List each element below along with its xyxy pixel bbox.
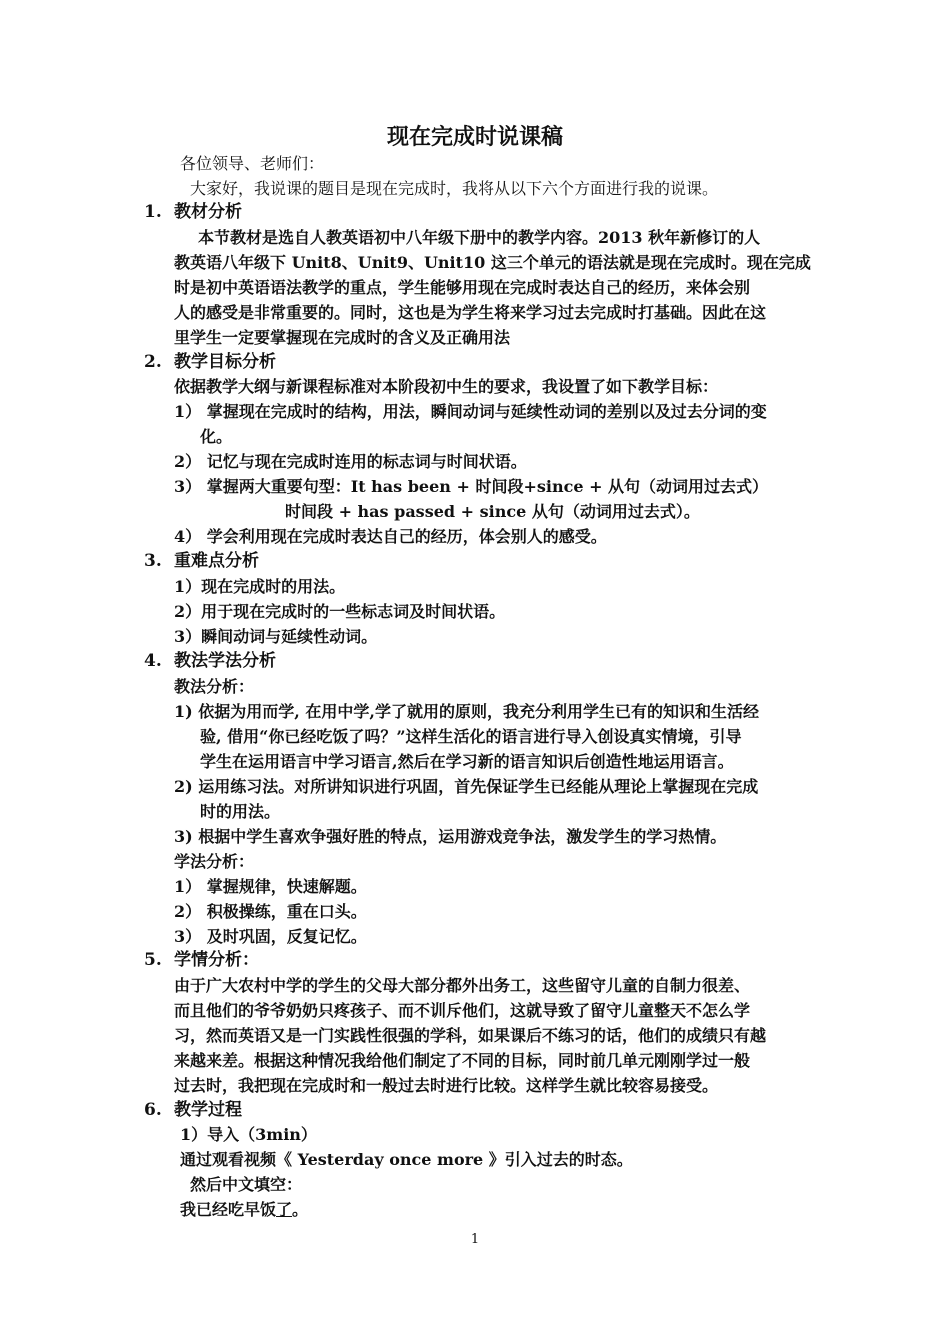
s6-example-end: 。: [292, 1200, 309, 1219]
s5-line-1: 由于广大农村中学的学生的父母大部分都外出务工，这些留守儿童的自制力很差、: [174, 976, 751, 995]
greeting: 各位领导、老师们：: [180, 154, 325, 173]
s6-example-main: 我已经吃早饭: [180, 1200, 277, 1219]
section-2-number: 2.: [144, 352, 162, 372]
s4-teach-3: 3) 根据中学生喜欢争强好胜的特点，运用游戏竞争法，激发学生的学习热情。: [174, 827, 727, 846]
section-3-number: 3.: [144, 551, 162, 571]
page-number: 1: [470, 1232, 480, 1247]
s4-teach-2-cont: 时的用法。: [200, 802, 281, 821]
s5-line-5: 过去时，我把现在完成时和一般过去时进行比较。这样学生就比较容易接受。: [174, 1076, 719, 1095]
s4-teach-2: 2) 运用练习法。对所讲知识进行巩固，首先保证学生已经能从理论上掌握现在完成: [174, 777, 759, 796]
s4-learn-label: 学法分析：: [174, 852, 255, 871]
s3-item-2: 2）用于现在完成时的一些标志词及时间状语。: [174, 602, 506, 621]
section-4-title: 教法学法分析: [174, 651, 276, 671]
s2-lead: 依据教学大纲与新课程标准对本阶段初中生的要求，我设置了如下教学目标：: [174, 377, 719, 396]
s2-item-3-cont: 时间段 + has passed + since 从句（动词用过去式）。: [285, 502, 700, 521]
s6-video: 通过观看视频《 Yesterday once more 》引入过去的时态。: [180, 1150, 633, 1169]
section-6-title: 教学过程: [174, 1100, 242, 1120]
s5-line-2: 而且他们的爷爷奶奶只疼孩子、而不训斥他们，这就导致了留守儿童整天不怎么学: [174, 1001, 751, 1020]
s2-item-4: 4） 学会利用现在完成时表达自己的经历，体会别人的感受。: [174, 527, 607, 546]
document-title: 现在完成时说课稿: [386, 124, 563, 150]
s5-line-3: 习，然而英语又是一门实践性很强的学科，如果课后不练习的话，他们的成绩只有越: [174, 1026, 767, 1045]
section-1-title: 教材分析: [174, 202, 242, 222]
s4-teach-1: 1) 依据为用而学, 在用中学,学了就用的原则，我充分利用学生已有的知识和生活经: [174, 702, 759, 721]
section-2-title: 教学目标分析: [174, 352, 276, 372]
s4-teach-label: 教法分析：: [174, 677, 255, 696]
s5-line-4: 来越来差。根据这种情况我给他们制定了不同的目标，同时前几单元刚刚学过一般: [174, 1051, 751, 1070]
s2-item-3: 3） 掌握两大重要句型：It has been + 时间段+since + 从句（动词用过去式）: [174, 477, 769, 496]
s6-fill: 然后中文填空：: [190, 1175, 303, 1194]
s2-item-2: 2） 记忆与现在完成时连用的标志词与时间状语。: [174, 452, 527, 471]
intro-paragraph: 大家好，我说课的题目是现在完成时，我将从以下六个方面进行我的说课。: [190, 179, 719, 198]
s1-line-1: 本节教材是选自人教英语初中八年级下册中的教学内容。2013 秋年新修订的人: [198, 228, 761, 247]
section-6-number: 6.: [144, 1100, 162, 1120]
s2-item-1-cont: 化。: [200, 427, 233, 446]
s4-teach-1-cont-a: 验, 借用“你已经吃饭了吗？”这样生活化的语言进行导入创设真实情境，引导: [200, 727, 742, 746]
s4-learn-2: 2） 积极操练，重在口头。: [174, 902, 367, 921]
s3-item-1: 1）现在完成时的用法。: [174, 577, 346, 596]
s4-learn-3: 3） 及时巩固，反复记忆。: [174, 927, 367, 946]
s3-item-3: 3）瞬间动词与延续性动词。: [174, 627, 378, 646]
s2-item-1: 1） 掌握现在完成时的结构，用法，瞬间动词与延续性动词的差别以及过去分词的变: [174, 402, 767, 421]
s1-line-4: 人的感受是非常重要的。同时，这也是为学生将来学习过去完成时打基础。因此在这: [174, 303, 767, 322]
s1-line-3: 时是初中英语语法教学的重点，学生能够用现在完成时表达自己的经历，来体会别: [174, 278, 751, 297]
section-1-number: 1.: [144, 202, 162, 222]
s4-learn-1: 1） 掌握规律，快速解题。: [174, 877, 367, 896]
section-4-number: 4.: [144, 651, 162, 671]
s1-line-5: 里学生一定要掌握现在完成时的含义及正确用法: [174, 328, 511, 347]
s4-teach-1-cont-b: 学生在运用语言中学习语言,然后在学习新的语言知识后创造性地运用语言。: [200, 752, 734, 771]
section-3-title: 重难点分析: [174, 551, 259, 571]
s6-example-blank: 了: [276, 1200, 293, 1219]
section-5-number: 5.: [144, 950, 162, 970]
section-5-title: 学情分析：: [174, 950, 259, 970]
s6-step-1: 1）导入（3min）: [180, 1125, 317, 1144]
s1-line-2: 教英语八年级下 Unit8、Unit9、Unit10 这三个单元的语法就是现在完成时。现在完成: [174, 253, 811, 272]
s6-example: [180, 1197, 308, 1222]
